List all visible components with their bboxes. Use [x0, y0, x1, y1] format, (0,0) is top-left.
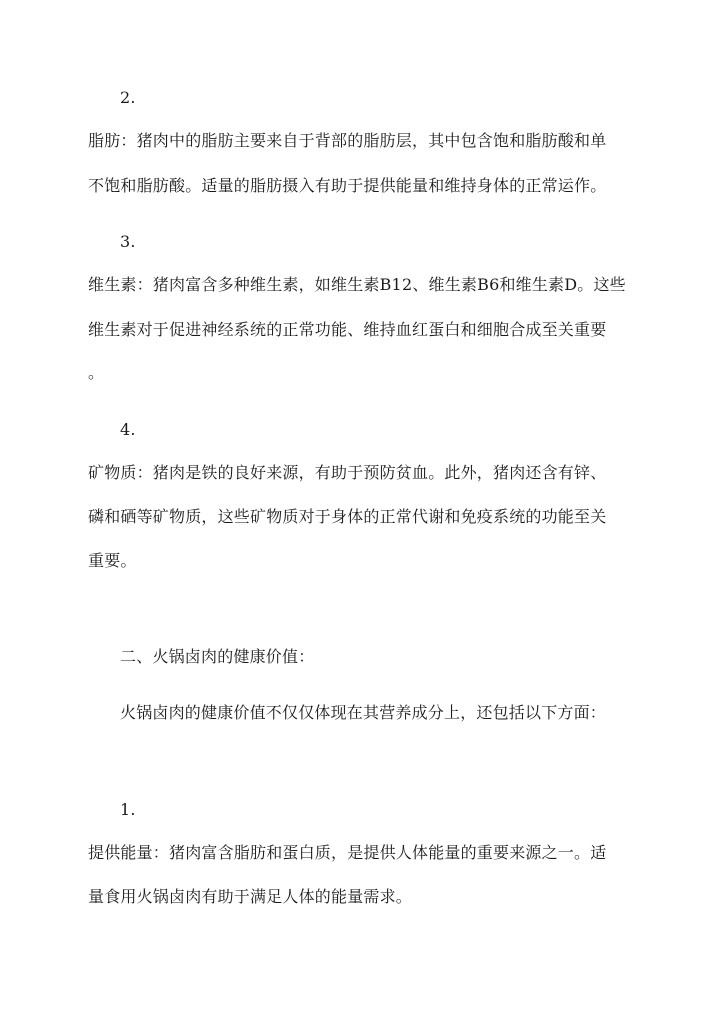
- section-intro: 火锅卤肉的健康价值不仅仅体现在其营养成分上，还包括以下方面：: [120, 703, 607, 722]
- energy-paragraph-line-1: 提供能量：猪肉富含脂肪和蛋白质，是提供人体能量的重要来源之一。适: [88, 843, 607, 862]
- vitamin-paragraph-line-1: 维生素：猪肉富含多种维生素，如维生素B12、维生素B6和维生素D。这些: [88, 275, 626, 294]
- vitamin-paragraph-line-3: 。: [88, 363, 105, 382]
- item-number-1: 1.: [120, 800, 136, 819]
- fat-paragraph-line-1: 脂肪：猪肉中的脂肪主要来自于背部的脂肪层，其中包含饱和脂肪酸和单: [88, 131, 607, 150]
- mineral-paragraph-line-3: 重要。: [88, 551, 137, 570]
- item-number-2: 2.: [120, 88, 136, 107]
- item-number-4: 4.: [120, 420, 136, 439]
- mineral-paragraph-line-1: 矿物质：猪肉是铁的良好来源，有助于预防贫血。此外，猪肉还含有锌、: [88, 463, 607, 482]
- item-number-3: 3.: [120, 232, 136, 251]
- section-heading: 二、火锅卤肉的健康价值：: [120, 647, 315, 666]
- vitamin-paragraph-line-2: 维生素对于促进神经系统的正常功能、维持血红蛋白和细胞合成至关重要: [88, 320, 607, 339]
- mineral-paragraph-line-2: 磷和硒等矿物质，这些矿物质对于身体的正常代谢和免疫系统的功能至关: [88, 507, 607, 526]
- energy-paragraph-line-2: 量食用火锅卤肉有助于满足人体的能量需求。: [88, 887, 413, 906]
- fat-paragraph-line-2: 不饱和脂肪酸。适量的脂肪摄入有助于提供能量和维持身体的正常运作。: [88, 176, 607, 195]
